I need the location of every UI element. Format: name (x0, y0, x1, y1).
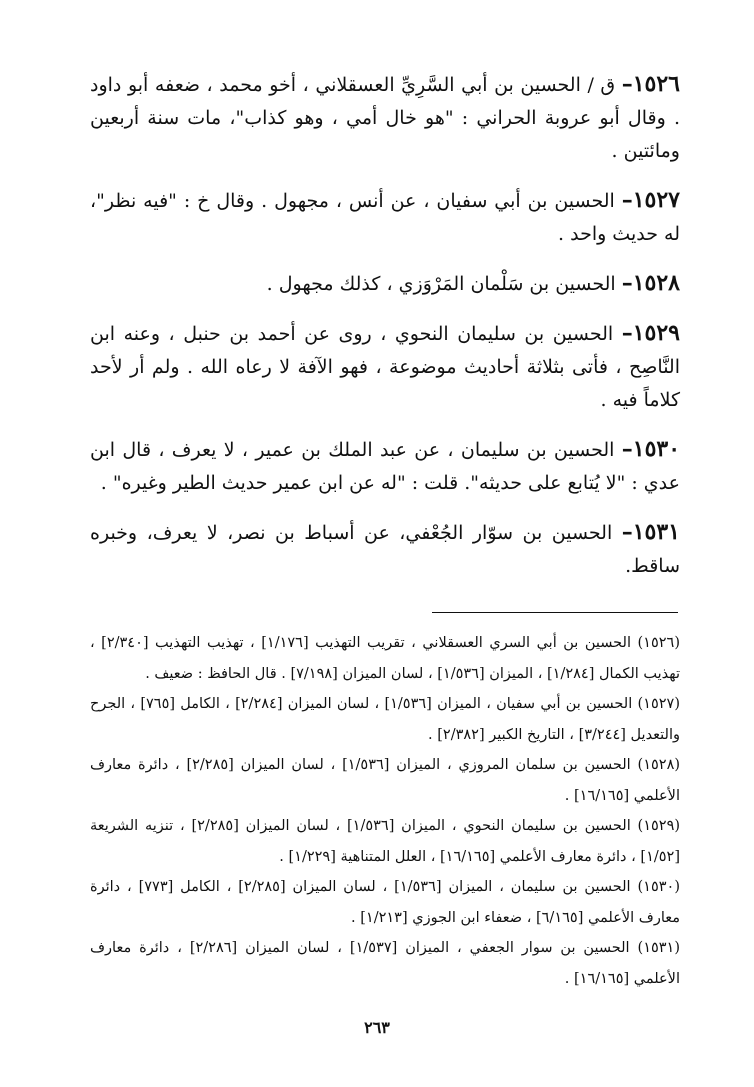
entry-text: ق / الحسين بن أبي السَّرِيِّ العسقلاني ، أخو محمد ، ضعفه أبو داود . وقال أبو عروبة الحراني : "هو خال أمي ، وهو كذاب"، مات سنة أربعين ومائتين . (90, 74, 680, 162)
footnote-1526 (90, 628, 680, 689)
entry-number: ١٥٢٧– (621, 187, 680, 213)
entry-1531 (90, 516, 680, 583)
footnote-number: (١٥٢٩) (637, 818, 681, 834)
entry-1527 (90, 184, 680, 251)
footnote-number: (١٥٣١) (637, 940, 681, 956)
footnote-1531 (90, 933, 680, 994)
footnote-1530 (90, 872, 680, 933)
footnote-number: (١٥٢٨) (637, 757, 681, 773)
footnote-1527 (90, 689, 680, 750)
footnote-divider (432, 612, 678, 613)
entry-text: الحسين بن سَلْمان المَرْوَزي ، كذلك مجهول . (266, 273, 616, 295)
entry-1526 (90, 68, 680, 168)
footnote-number: (١٥٣٠) (637, 879, 680, 895)
footnote-text: الحسين بن سليمان ، الميزان [١/٥٣٦] ، لسان الميزان [٢/٢٨٥] ، الكامل [٧٧٣] ، دائرة معارف الأعلمي [٦/١٦٥] ، ضعفاء ابن الجوزي [١/٢١٣] . (90, 879, 680, 926)
footnote-1528 (90, 750, 680, 811)
footnotes (90, 628, 680, 994)
entry-number: ١٥٢٩– (621, 320, 680, 346)
entry-text: الحسين بن سليمان النحوي ، روى عن أحمد بن حنبل ، وعنه ابن النَّاصِح ، فأتى بثلاثة أحاديث موضوعة ، فهو الآفة لا رعاه الله . ولم أر لأحد كلاماً فيه . (90, 323, 680, 411)
entry-number: ١٥٣١– (621, 519, 680, 545)
footnote-text: الحسين بن أبي سفيان ، الميزان [١/٥٣٦] ، لسان الميزان [٢/٢٨٤] ، الكامل [٧٦٥] ، الجرح والتعديل [٣/٢٤٤] ، التاريخ الكبير [٢/٣٨٢] . (90, 696, 680, 743)
footnote-text: الحسين بن سليمان النحوي ، الميزان [١/٥٣٦] ، لسان الميزان [٢/٢٨٥] ، تنزيه الشريعة [١/٥٢] ، دائرة معارف الأعلمي [١٦/١٦٥] ، العلل المتناهية [١/٢٢٩] . (90, 818, 680, 865)
footnote-text: الحسين بن سوار الجعفي ، الميزان [١/٥٣٧] ، لسان الميزان [٢/٢٨٦] ، دائرة معارف الأعلمي [١٦/١٦٥] . (90, 940, 680, 987)
entry-number: ١٥٣٠– (621, 436, 681, 462)
footnote-1529 (90, 811, 680, 872)
footnote-number: (١٥٢٧) (637, 696, 680, 712)
footnote-text: الحسين بن أبي السري العسقلاني ، تقريب التهذيب [١/١٧٦] ، تهذيب التهذيب [٢/٣٤٠] ، تهذيب الكمال [١/٢٨٤] ، الميزان [١/٥٣٦] ، لسان الميزان [٧/١٩٨] . قال الحافظ : ضعيف . (90, 635, 680, 682)
entry-number: ١٥٢٨– (621, 270, 680, 296)
footnote-text: الحسين بن سلمان المروزي ، الميزان [١/٥٣٦] ، لسان الميزان [٢/٢٨٥] ، دائرة معارف الأعلمي [١٦/١٦٥] . (90, 757, 680, 804)
main-text (90, 68, 680, 583)
entry-1529 (90, 317, 680, 417)
entry-text: الحسين بن سليمان ، عن عبد الملك بن عمير ، لا يعرف ، قال ابن عدي : "لا يُتابع على حديثه". قلت : "له عن ابن عمير حديث الطير وغيره" . (90, 439, 680, 494)
footnote-number: (١٥٢٦) (637, 635, 680, 651)
entry-1530 (90, 433, 680, 500)
page-number: ٢٦٣ (364, 1018, 390, 1037)
entry-1528 (90, 267, 680, 301)
entry-text: الحسين بن سوّار الجُعْفي، عن أسباط بن نصر، لا يعرف، وخبره ساقط. (90, 522, 680, 577)
entry-text: الحسين بن أبي سفيان ، عن أنس ، مجهول . وقال خ : "فيه نظر"، له حديث واحد . (90, 190, 680, 245)
entry-number: ١٥٢٦– (621, 71, 680, 97)
